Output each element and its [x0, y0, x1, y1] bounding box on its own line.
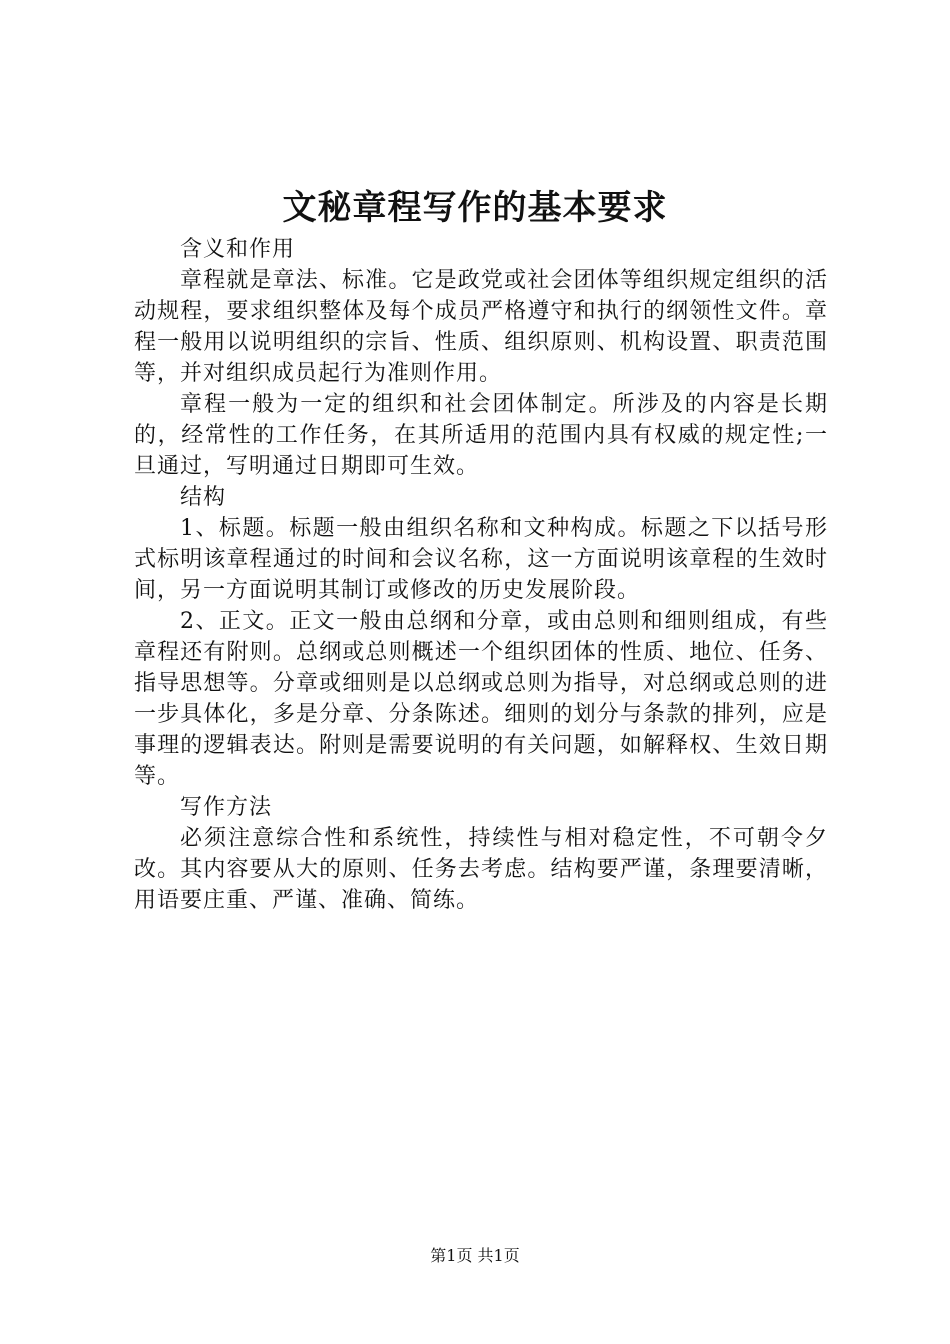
- paragraph: 1、标题。标题一般由组织名称和文种构成。标题之下以括号形式标明该章程通过的时间和会议名称，这一方面说明该章程的生效时间，另一方面说明其制订或修改的历史发展阶段。: [134, 516, 828, 603]
- paragraph: 2、正文。正文一般由总纲和分章，或由总则和细则组成，有些章程还有附则。总纲或总则概述一个组织团体的性质、地位、任务、指导思想等。分章或细则是以总纲或总则为指导，对总纲或总则的进一步具体化，多是分章、分条陈述。细则的划分与条款的排列，应是事理的逻辑表达。附则是需要说明的有关问题，如解释权、生效日期等。: [134, 609, 828, 789]
- section-structure: [134, 482, 828, 792]
- page-number-footer: 第1页 共1页: [430, 1246, 520, 1265]
- section-heading: 结构: [180, 485, 227, 510]
- paragraph: 章程就是章法、标准。它是政党或社会团体等组织规定组织的活动规程，要求组织整体及每个成员严格遵守和执行的纲领性文件。章程一般用以说明组织的宗旨、性质、组织原则、机构设置、职责范围等，并对组织成员起行为准则作用。: [134, 268, 828, 386]
- document-body: [134, 234, 828, 916]
- section-meaning-and-function: [134, 234, 828, 482]
- paragraph: 必须注意综合性和系统性，持续性与相对稳定性，不可朝令夕改。其内容要从大的原则、任务去考虑。结构要严谨，条理要清晰，用语要庄重、严谨、准确、简练。: [134, 826, 828, 913]
- section-heading: 含义和作用: [180, 237, 296, 262]
- section-writing-method: [134, 792, 828, 916]
- document-title: 文秘章程写作的基本要求: [282, 188, 668, 228]
- section-heading: 写作方法: [180, 795, 273, 820]
- paragraph: 章程一般为一定的组织和社会团体制定。所涉及的内容是长期的，经常性的工作任务，在其所适用的范围内具有权威的规定性;一旦通过，写明通过日期即可生效。: [134, 392, 828, 479]
